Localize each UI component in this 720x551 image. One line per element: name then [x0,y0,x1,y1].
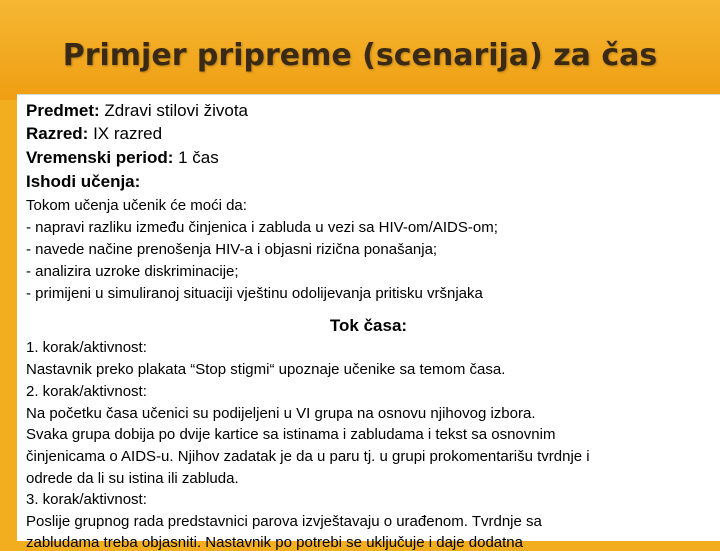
subject-label: Predmet: [26,101,100,120]
grade-value: IX razred [88,124,163,143]
period-value: 1 čas [173,148,219,167]
flow-line: Svaka grupa dobija po dvije kartice sa istinama i zabludama i tekst sa osnovnim [26,426,556,443]
flow-line: činjenicama o AIDS-u. Njihov zadatak je da u paru tj. u grupi prokomentarišu tvrdnje i [26,448,590,465]
content-panel [17,94,720,551]
outcome-line: Tokom učenja učenik će moći da: [26,197,247,214]
flow-heading: Tok časa: [329,316,408,335]
outcome-line: - napravi razliku između činjenica i zabluda u vezi sa HIV-om/AIDS-om; [26,219,498,236]
grade-label: Razred: [26,124,89,143]
outcomes-label: Ishodi učenja: [26,172,141,191]
flow-line: Poslije grupnog rada predstavnici parova izvještavaju o urađenom. Tvrdnje sa [26,513,542,530]
outcome-line: - primijeni u simuliranoj situaciji vještinu odolijevanja pritisku vršnjaka [26,285,483,302]
period-line [26,148,219,168]
flow-line: 2. korak/aktivnost: [26,383,147,400]
outcome-line: - analizira uzroke diskriminacije; [26,263,239,280]
flow-line: Na početku časa učenici su podijeljeni u VI grupa na osnovu njihovog izbora. [26,405,536,422]
period-label: Vremenski period: [26,148,174,167]
grade-line [26,124,162,144]
slide-title: Primjer pripreme (scenarija) za čas [62,38,658,73]
flow-line: 1. korak/aktivnost: [26,339,147,356]
flow-line: odrede da li su istina ili zabluda. [26,470,239,487]
flow-line: Nastavnik preko plakata “Stop stigmi“ upoznaje učenike sa temom časa. [26,361,506,378]
outcome-line: - navede načine prenošenja HIV-a i objasni rizična ponašanja; [26,241,438,258]
subject-line [26,101,248,121]
flow-line: 3. korak/aktivnost: [26,491,147,508]
subject-value: Zdravi stilovi života [99,101,249,120]
flow-line: zabludama treba objasniti. Nastavnik po potrebi se uključuje i daje dodatna [26,534,523,551]
outcomes-line [26,172,140,192]
